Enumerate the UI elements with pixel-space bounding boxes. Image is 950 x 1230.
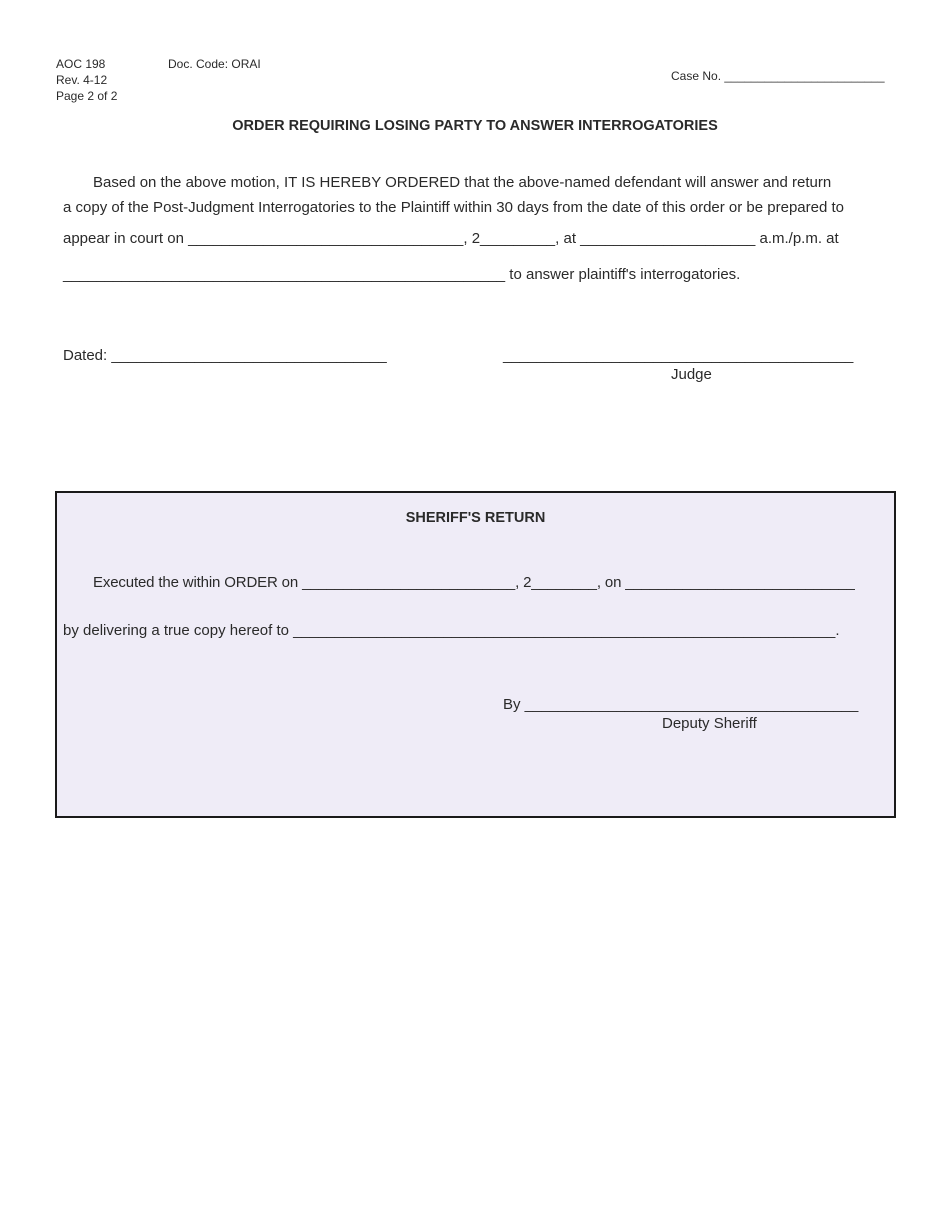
delivery-line[interactable]: by delivering a true copy hereof to _________________________________________________________________. — [63, 622, 840, 639]
sheriffs-return-box — [55, 491, 896, 818]
dated-field[interactable]: Dated: _________________________________ — [63, 347, 387, 364]
judge-signature-line[interactable]: __________________________________________ — [503, 347, 854, 364]
sheriffs-return-title: SHERIFF'S RETURN — [405, 510, 546, 526]
page-number: Page 2 of 2 — [56, 89, 118, 103]
deputy-sheriff-label: Deputy Sheriff — [662, 715, 757, 732]
form-revision: Rev. 4-12 — [56, 73, 108, 87]
court-date-line[interactable]: appear in court on _________________________________, 2_________, at _____________________ a.m./p.m. at — [63, 230, 839, 247]
judge-label: Judge — [671, 366, 712, 383]
order-text-line-1: Based on the above motion, IT IS HEREBY ORDERED that the above-named defendant will answer and return — [93, 174, 832, 191]
order-text-line-2: a copy of the Post-Judgment Interrogatories to the Plaintiff within 30 days from the date of this order or be prepared to — [63, 199, 844, 216]
deputy-signature-line[interactable]: By ________________________________________ — [503, 696, 859, 713]
doc-code: Doc. Code: ORAI — [168, 57, 261, 71]
form-number: AOC 198 — [56, 57, 106, 71]
court-location-line[interactable]: _____________________________________________________ to answer plaintiff's interrogatories. — [63, 266, 741, 283]
executed-line[interactable]: Executed the within ORDER on __________________________, 2________, on ____________________________ — [93, 574, 855, 591]
case-number-field[interactable]: Case No. ________________________ — [671, 69, 885, 83]
order-title: ORDER REQUIRING LOSING PARTY TO ANSWER INTERROGATORIES — [232, 118, 718, 134]
